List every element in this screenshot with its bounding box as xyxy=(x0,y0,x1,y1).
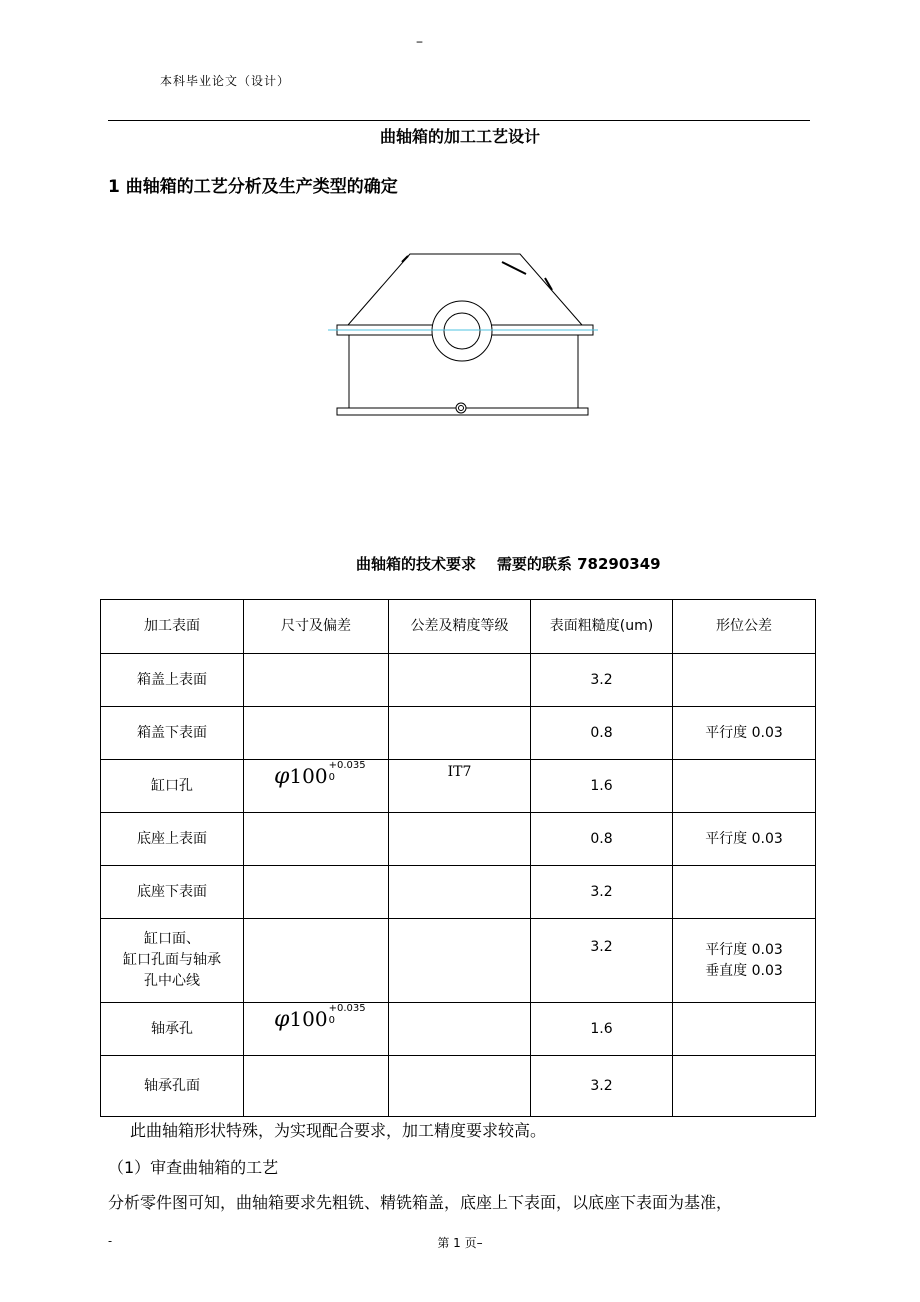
table-row xyxy=(101,919,816,1003)
top-mark: – xyxy=(416,34,423,50)
roughness-cell: 0.8 xyxy=(531,707,673,760)
grade-cell xyxy=(389,866,531,919)
dimension-cell xyxy=(244,1056,389,1117)
grade-cell xyxy=(389,813,531,866)
crankcase-drawing xyxy=(320,240,610,430)
bearing-boss xyxy=(432,301,492,361)
surface-name: 轴承孔面 xyxy=(144,1077,200,1094)
grade-cell xyxy=(389,1056,531,1117)
roughness-cell: 3.2 xyxy=(531,919,673,1003)
table-row xyxy=(101,1003,816,1056)
dimension-cell xyxy=(244,866,389,919)
column-header: 尺寸及偏差 xyxy=(244,600,389,654)
surface-cell xyxy=(101,813,244,866)
upper-deviation: +0.035 xyxy=(328,760,366,771)
surface-name: 缸口孔面与轴承 xyxy=(123,952,221,968)
form-tolerance-cell xyxy=(673,813,816,866)
grade-cell xyxy=(389,654,531,707)
surface-name: 孔中心线 xyxy=(144,973,200,989)
table-row xyxy=(101,654,816,707)
form-tolerance-cell xyxy=(673,1003,816,1056)
surface-cell xyxy=(101,1056,244,1117)
column-header: 公差及精度等级 xyxy=(389,600,531,654)
grade-cell xyxy=(389,1003,531,1056)
dimension-cell xyxy=(244,654,389,707)
surface-cell xyxy=(101,919,244,1003)
surface-name: 缸口面、 xyxy=(144,931,200,947)
surface-name: 底座下表面 xyxy=(137,883,207,900)
nominal-size: 100 xyxy=(289,764,328,788)
tolerance-stack xyxy=(329,760,366,784)
surface-cell xyxy=(101,1003,244,1056)
diameter-symbol: φ xyxy=(274,1007,290,1032)
roughness-cell: 0.8 xyxy=(531,813,673,866)
form-tolerance-cell xyxy=(673,919,816,1003)
surface-name: 箱盖上表面 xyxy=(137,671,207,688)
dimension-cell xyxy=(244,919,389,1003)
header-rule xyxy=(108,120,810,121)
surface-name: 缸口孔 xyxy=(151,777,193,794)
roughness-cell: 3.2 xyxy=(531,1056,673,1117)
surface-name: 轴承孔 xyxy=(151,1020,193,1037)
form-tolerance-cell xyxy=(673,760,816,813)
form-tolerance: 平行度 0.03 xyxy=(705,941,783,958)
dimension-cell xyxy=(244,760,389,813)
footer-page-number: 第 1 页– xyxy=(437,1236,483,1250)
document-title: 曲轴箱的加工工艺设计 xyxy=(379,127,540,146)
table-row xyxy=(101,760,816,813)
cover-rib-left xyxy=(402,256,408,262)
form-tolerance-cell xyxy=(673,654,816,707)
surface-cell xyxy=(101,760,244,813)
table-row xyxy=(101,1056,816,1117)
dimension-cell xyxy=(244,1003,389,1056)
roughness-cell: 1.6 xyxy=(531,760,673,813)
paragraph-analysis: 分析零件图可知，曲轴箱要求先粗铣、精铣箱盖，底座上下表面，以底座下表面为基准， xyxy=(108,1193,733,1212)
table-row xyxy=(101,813,816,866)
technical-requirements-table xyxy=(100,599,816,1117)
form-tolerance: 平行度 0.03 xyxy=(705,724,783,741)
lower-deviation: 0 xyxy=(328,772,335,783)
upper-deviation: +0.035 xyxy=(328,1003,366,1014)
roughness-cell: 3.2 xyxy=(531,654,673,707)
table-caption: 曲轴箱的技术要求 需要的联系 78290349 xyxy=(356,555,661,573)
dimension-cell xyxy=(244,813,389,866)
roughness-cell: 1.6 xyxy=(531,1003,673,1056)
form-tolerance-cell xyxy=(673,1056,816,1117)
lower-deviation: 0 xyxy=(328,1015,335,1026)
grade-cell xyxy=(389,707,531,760)
cover-rib-right xyxy=(502,262,526,274)
roughness-cell: 3.2 xyxy=(531,866,673,919)
surface-name: 箱盖下表面 xyxy=(137,724,207,741)
diameter-symbol: φ xyxy=(274,764,290,789)
surface-cell xyxy=(101,654,244,707)
dimension-cell xyxy=(244,707,389,760)
paragraph-subheading: （1）审查曲轴箱的工艺 xyxy=(108,1158,279,1177)
tolerance-stack xyxy=(329,1003,366,1027)
form-tolerance-cell xyxy=(673,707,816,760)
grade-cell xyxy=(389,919,531,1003)
table-row xyxy=(101,866,816,919)
table-row xyxy=(101,707,816,760)
grade-cell: IT7 xyxy=(389,760,531,813)
drain-plug-outer xyxy=(456,403,466,413)
section-heading: 1 曲轴箱的工艺分析及生产类型的确定 xyxy=(108,177,398,197)
column-header: 形位公差 xyxy=(673,600,816,654)
surface-name: 底座上表面 xyxy=(137,830,207,847)
running-header: 本科毕业论文（设计） xyxy=(160,74,291,88)
surface-cell xyxy=(101,866,244,919)
form-tolerance: 平行度 0.03 xyxy=(705,830,783,847)
nominal-size: 100 xyxy=(289,1007,328,1031)
column-header: 表面粗糙度(um) xyxy=(531,600,673,654)
paragraph-intro: 此曲轴箱形状特殊，为实现配合要求，加工精度要求较高。 xyxy=(130,1121,547,1140)
form-tolerance-cell xyxy=(673,866,816,919)
surface-cell xyxy=(101,707,244,760)
form-tolerance: 垂直度 0.03 xyxy=(705,962,783,979)
footer-left-mark: - xyxy=(108,1234,113,1248)
column-header: 加工表面 xyxy=(101,600,244,654)
table-header-row xyxy=(101,600,816,654)
